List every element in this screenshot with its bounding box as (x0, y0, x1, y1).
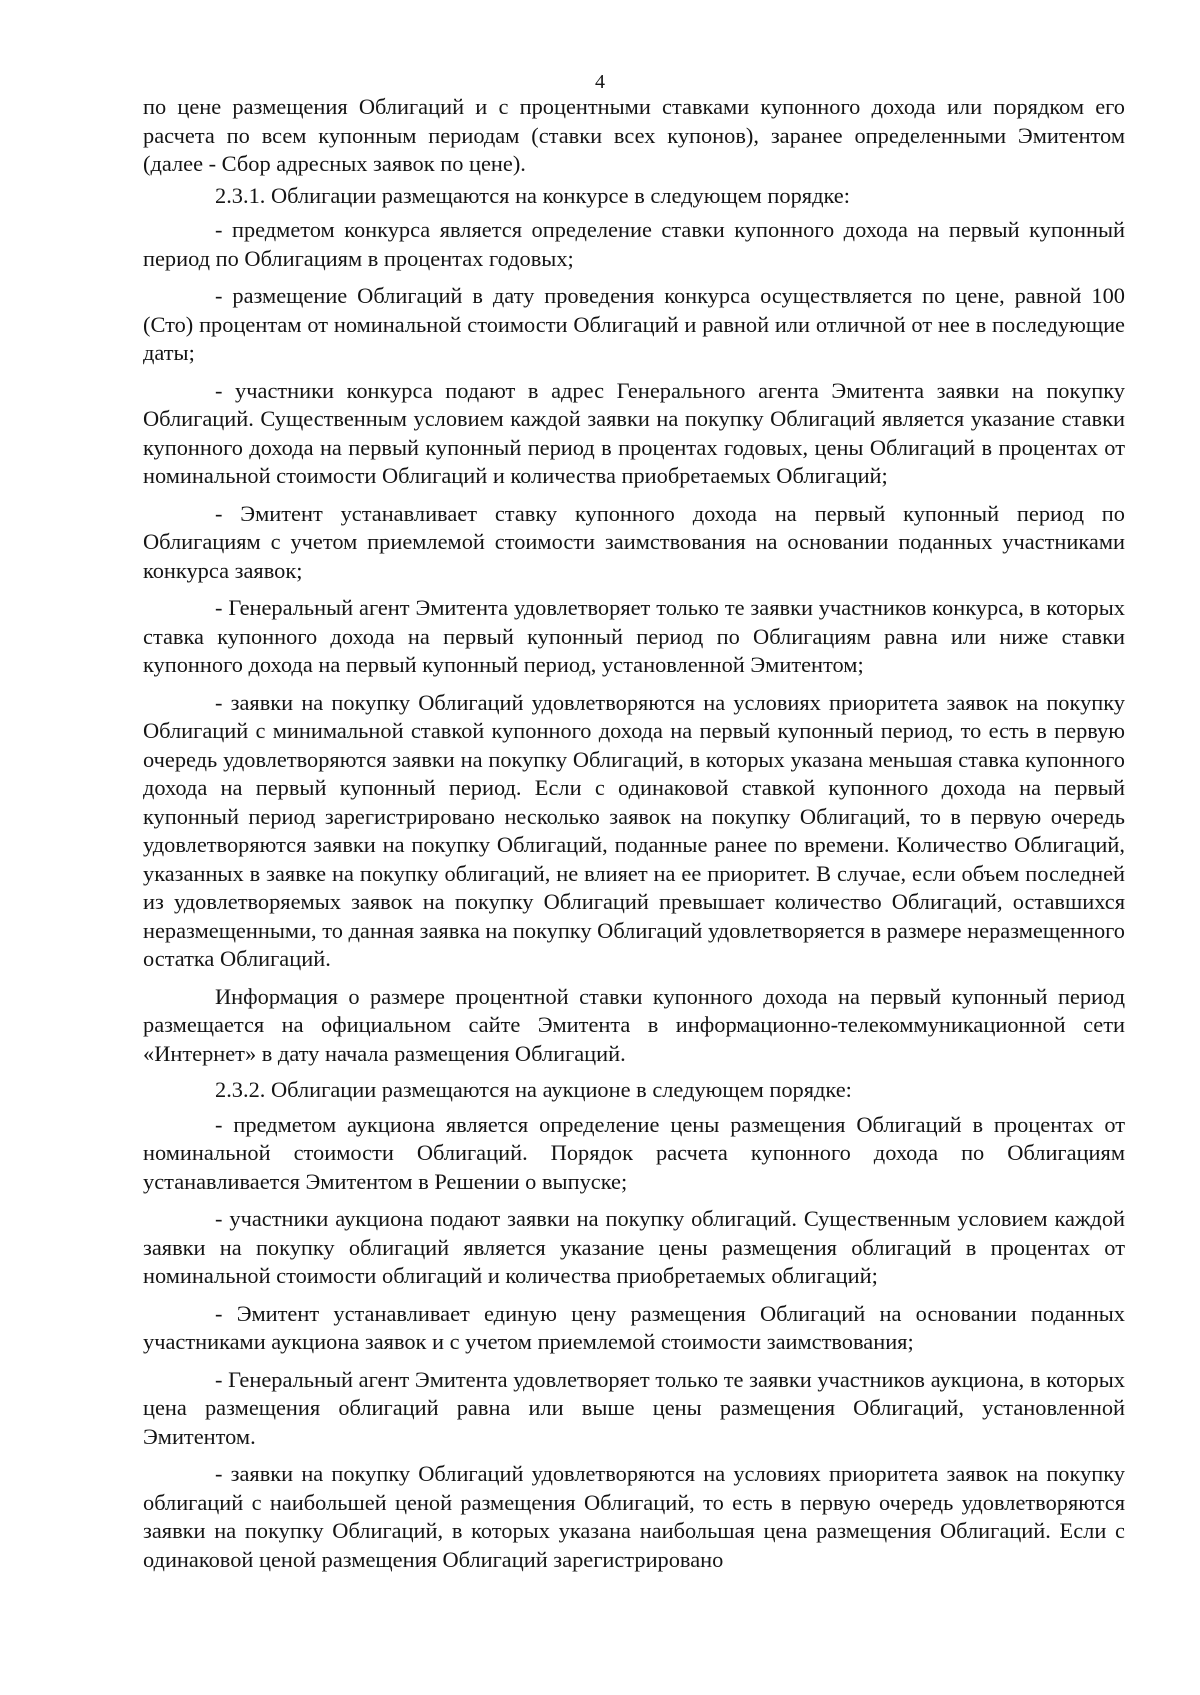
list-item: - Эмитент устанавливает единую цену размещения Облигаций на основании поданных участниками аукциона заявок и с учетом приемлемой стоимости заимствования; (143, 1300, 1125, 1354)
section-heading-2-3-2: 2.3.2. Облигации размещаются на аукционе в следующем порядке: (215, 1077, 852, 1102)
paragraph-info: Информация о размере процентной ставки купонного дохода на первый купонный период размещается на официальном сайте Эмитента в информационно-телекоммуникационной сети «Интернет» в дату начала размещения Облигаций. (143, 983, 1125, 1066)
page-number: 4 (595, 71, 605, 93)
list-item: - участники конкурса подают в адрес Генерального агента Эмитента заявки на покупку Облигаций. Существенным условием каждой заявки на покупку Облигаций является указание ставки купонного дохода на первый купонный период в процентах годовых, цены Облигаций в процентах от номинальной стоимости Облигаций и количества приобретаемых Облигаций; (143, 377, 1125, 488)
list-item: - размещение Облигаций в дату проведения конкурса осуществляется по цене, равной 100 (Сто) процентам от номинальной стоимости Облигаций и равной или отличной от нее в последующие даты; (143, 283, 1125, 365)
list-item: - заявки на покупку Облигаций удовлетворяются на условиях приоритета заявок на покупку Облигаций с минимальной ставкой купонного дохода на первый купонный период, то есть в первую очередь удовлетворяются заявки на покупку Облигаций, в которых указана меньшая ставка купонного дохода на первый купонный период. Если с одинаковой ставкой купонного дохода на первый купонный период зарегистрировано несколько заявок на покупку Облигаций, то в первую очередь удовлетворяются заявки на покупку Облигаций, поданные ранее по времени. Количество Облигаций, указанных в заявке на покупку облигаций, не влияет на ее приоритет. В случае, если объем последней из удовлетворяемых заявок на покупку Облигаций превышает количество Облигаций, оставшихся неразмещенными, то данная заявка на покупку Облигаций удовлетворяется в размере неразмещенного остатка Облигаций. (143, 689, 1125, 971)
document-body (143, 93, 1125, 1583)
list-item: - предметом конкурса является определение ставки купонного дохода на первый купонный период по Облигациям в процентах годовых; (143, 217, 1125, 271)
list-item: - предметом аукциона является определение цены размещения Облигаций в процентах от номинальной стоимости Облигаций. Порядок расчета купонного дохода по Облигациям устанавливается Эмитентом в Решении о выпуске; (143, 1111, 1125, 1194)
list-item: - участники аукциона подают заявки на покупку облигаций. Существенным условием каждой заявки на покупку облигаций является указание цены размещения облигаций в процентах от номинальной стоимости облигаций и количества приобретаемых облигаций; (143, 1206, 1125, 1288)
section-heading-2-3-1: 2.3.1. Облигации размещаются на конкурсе в следующем порядке: (215, 182, 850, 208)
list-item: - Эмитент устанавливает ставку купонного дохода на первый купонный период по Облигациям с учетом приемлемой стоимости заимствования на основании поданных участниками конкурса заявок; (143, 500, 1125, 583)
list-item: - Генеральный агент Эмитента удовлетворяет только те заявки участников конкурса, в которых ставка купонного дохода на первый купонный период по Облигациям равна или ниже ставки купонного дохода на первый купонный период, установленной Эмитентом; (143, 595, 1125, 677)
list-item: - Генеральный агент Эмитента удовлетворяет только те заявки участников аукциона, в которых цена размещения облигаций равна или выше цены размещения Облигаций, установленной Эмитентом. (143, 1366, 1125, 1449)
paragraph-intro-continuation: по цене размещения Облигаций и с процентными ставками купонного дохода или порядком его расчета по всем купонным периодам (ставки всех купонов), заранее определенными Эмитентом (далее - Сбор адресных заявок по цене). (143, 94, 1125, 176)
list-item: - заявки на покупку Облигаций удовлетворяются на условиях приоритета заявок на покупку облигаций с наибольшей ценой размещения Облигаций, то есть в первую очередь удовлетворяются заявки на покупку Облигаций, в которых указана наибольшая цена размещения Облигаций. Если с одинаковой ценой размещения Облигаций зарегистрировано (143, 1461, 1125, 1572)
